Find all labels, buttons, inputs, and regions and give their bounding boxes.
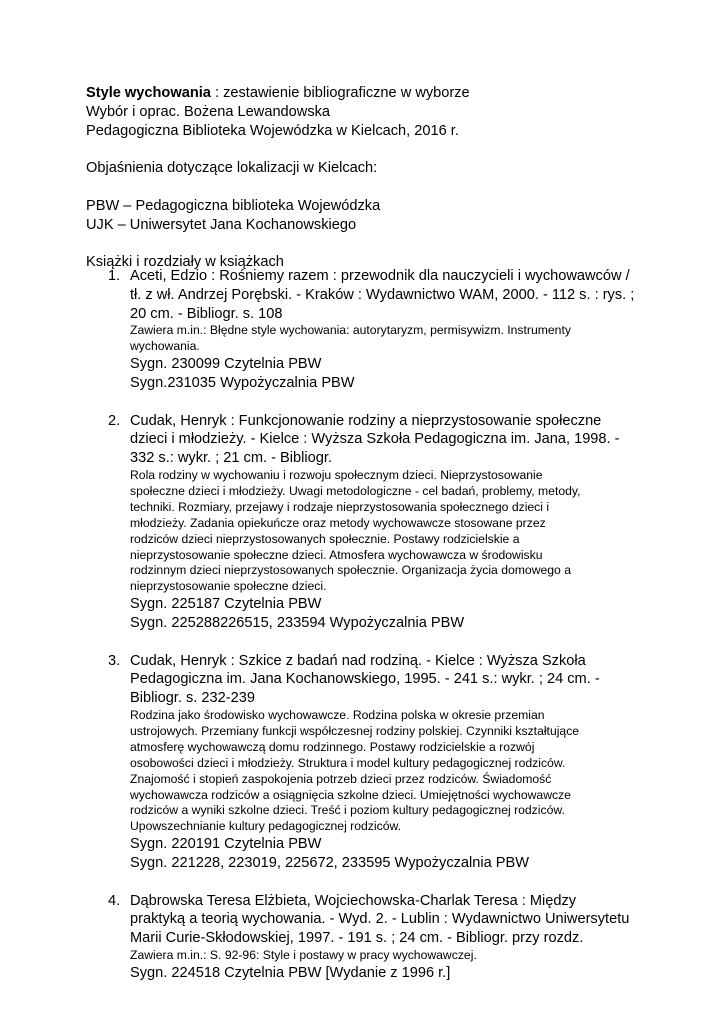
bibliography-entry: [108, 652, 668, 873]
entry-annotation: Zawiera m.in.: Błędne style wychowania: autorytaryzm, permisywizm. Instrumenty wychowania.: [130, 323, 571, 354]
entry-call-numbers: Sygn. 225187 Czytelnia PBW Sygn. 225288226515, 233594 Wypożyczalnia PBW: [130, 596, 465, 632]
abbreviation-ujk: UJK – Uniwersytet Jana Kochanowskiego: [86, 216, 357, 233]
entry-citation: Aceti, Edzio : Rośniemy razem : przewodnik dla nauczycieli i wychowawców / tł. z wł. Andrzej Porębski. - Kraków : Wydawnictwo WAM, 2000. - 112 s. : rys. ; 20 cm. - Bibliogr. s. 108: [130, 268, 635, 322]
section-heading: Książki i rozdziały w książkach: [86, 254, 284, 271]
title-bold: Style wychowania: [86, 85, 211, 101]
document-header: [86, 84, 686, 272]
author-line: Wybór i oprac. Bożena Lewandowska: [86, 103, 331, 120]
entry-call-numbers: Sygn. 224518 Czytelnia PBW [Wydanie z 1996 r.]: [130, 964, 451, 981]
bibliography-entry: [108, 892, 668, 983]
entry-number: 4.: [108, 892, 121, 909]
explanation-heading: Objaśnienia dotyczące lokalizacji w Kielcach:: [86, 160, 378, 177]
bibliography-entry: [108, 412, 668, 633]
entry-number: 3.: [108, 652, 121, 669]
document-title: [86, 84, 686, 103]
entry-annotation: Rola rodziny w wychowaniu i rozwoju społecznym dzieci. Nieprzystosowanie społeczne dzieci i młodzieży. Uwagi metodologiczne - cel badań, problemy, metody, techniki. Rozmiary, przejawy i rodzaje nieprzystosowania społecznego dzieci i młodzieży. Zadania opiekuńcze oraz metody wychowawcze stosowane przez rodziców dzieci nieprzystosowanych społecznie. Postawy rodzicielskie a nieprzystosowanie społeczne dzieci. Atmosfera wychowawcza w środowisku rodzinnym dzieci nieprzystosowanych społecznie. Organizacja życia domowego a nieprzystosowanie społeczne dzieci.: [130, 467, 581, 594]
entry-citation: Cudak, Henryk : Funkcjonowanie rodziny a nieprzystosowanie społeczne dzieci i młodzieży. - Kielce : Wyższa Szkoła Pedagogiczna im. Jana, 1998. - 332 s.: wykr. ; 21 cm. - Bibliogr.: [130, 412, 620, 467]
entry-annotation: Rodzina jako środowisko wychowawcze. Rodzina polska w okresie przemian ustrojowych. Przemiany funkcji współczesnej rodziny polskiej. Czynniki kształtujące atmosferę wychowawczą domu rodzinnego. Postawy rodzicielskie a rozwój osobowości dzieci i młodzieży. Struktura i model kultury pedagogicznej rodziców. Znajomość i stopień zaspokojenia potrzeb dzieci przez rodziców. Świadomość wychowawcza rodziców a osiągnięcia szkolne dzieci. Umiejętności wychowawcze rodziców a wyniki szkolne dzieci. Treść i poziom kultury pedagogicznej rodziców. Upowszechnianie kultury pedagogicznej rodziców.: [130, 708, 580, 834]
title-rest: : zestawienie bibliograficzne w wyborze: [210, 85, 470, 101]
entry-citation: Dąbrowska Teresa Elżbieta, Wojciechowska-Charlak Teresa : Między praktyką a teorią wychowania. - Wyd. 2. - Lublin : Wydawnictwo Uniwersytetu Marii Curie-Skłodowskiej, 1997. - 191 s. ; 24 cm. - Bibliogr. przy rozdz.: [130, 892, 630, 947]
entry-citation: Cudak, Henryk : Szkice z badań nad rodziną. - Kielce : Wyższa Szkoła Pedagogiczna im. Jana Kochanowskiego, 1995. - 241 s.: wykr. ; 24 cm. - Bibliogr. s. 232-239: [130, 652, 600, 707]
institution-line: Pedagogiczna Biblioteka Wojewódzka w Kielcach, 2016 r.: [86, 122, 459, 139]
bibliography-entry: [108, 267, 668, 393]
entry-number: 2.: [108, 412, 121, 429]
entry-annotation: Zawiera m.in.: S. 92-96: Style i postawy w pracy wychowawczej.: [130, 948, 477, 963]
abbreviation-pbw: PBW – Pedagogiczna biblioteka Wojewódzka: [86, 197, 381, 214]
entry-call-numbers: Sygn. 230099 Czytelnia PBW Sygn.231035 Wypożyczalnia PBW: [130, 356, 355, 391]
bibliography-list: [108, 267, 668, 1002]
entry-number: 1.: [108, 268, 121, 284]
entry-call-numbers: Sygn. 220191 Czytelnia PBW Sygn. 221228, 223019, 225672, 233595 Wypożyczalnia PBW: [130, 836, 530, 872]
